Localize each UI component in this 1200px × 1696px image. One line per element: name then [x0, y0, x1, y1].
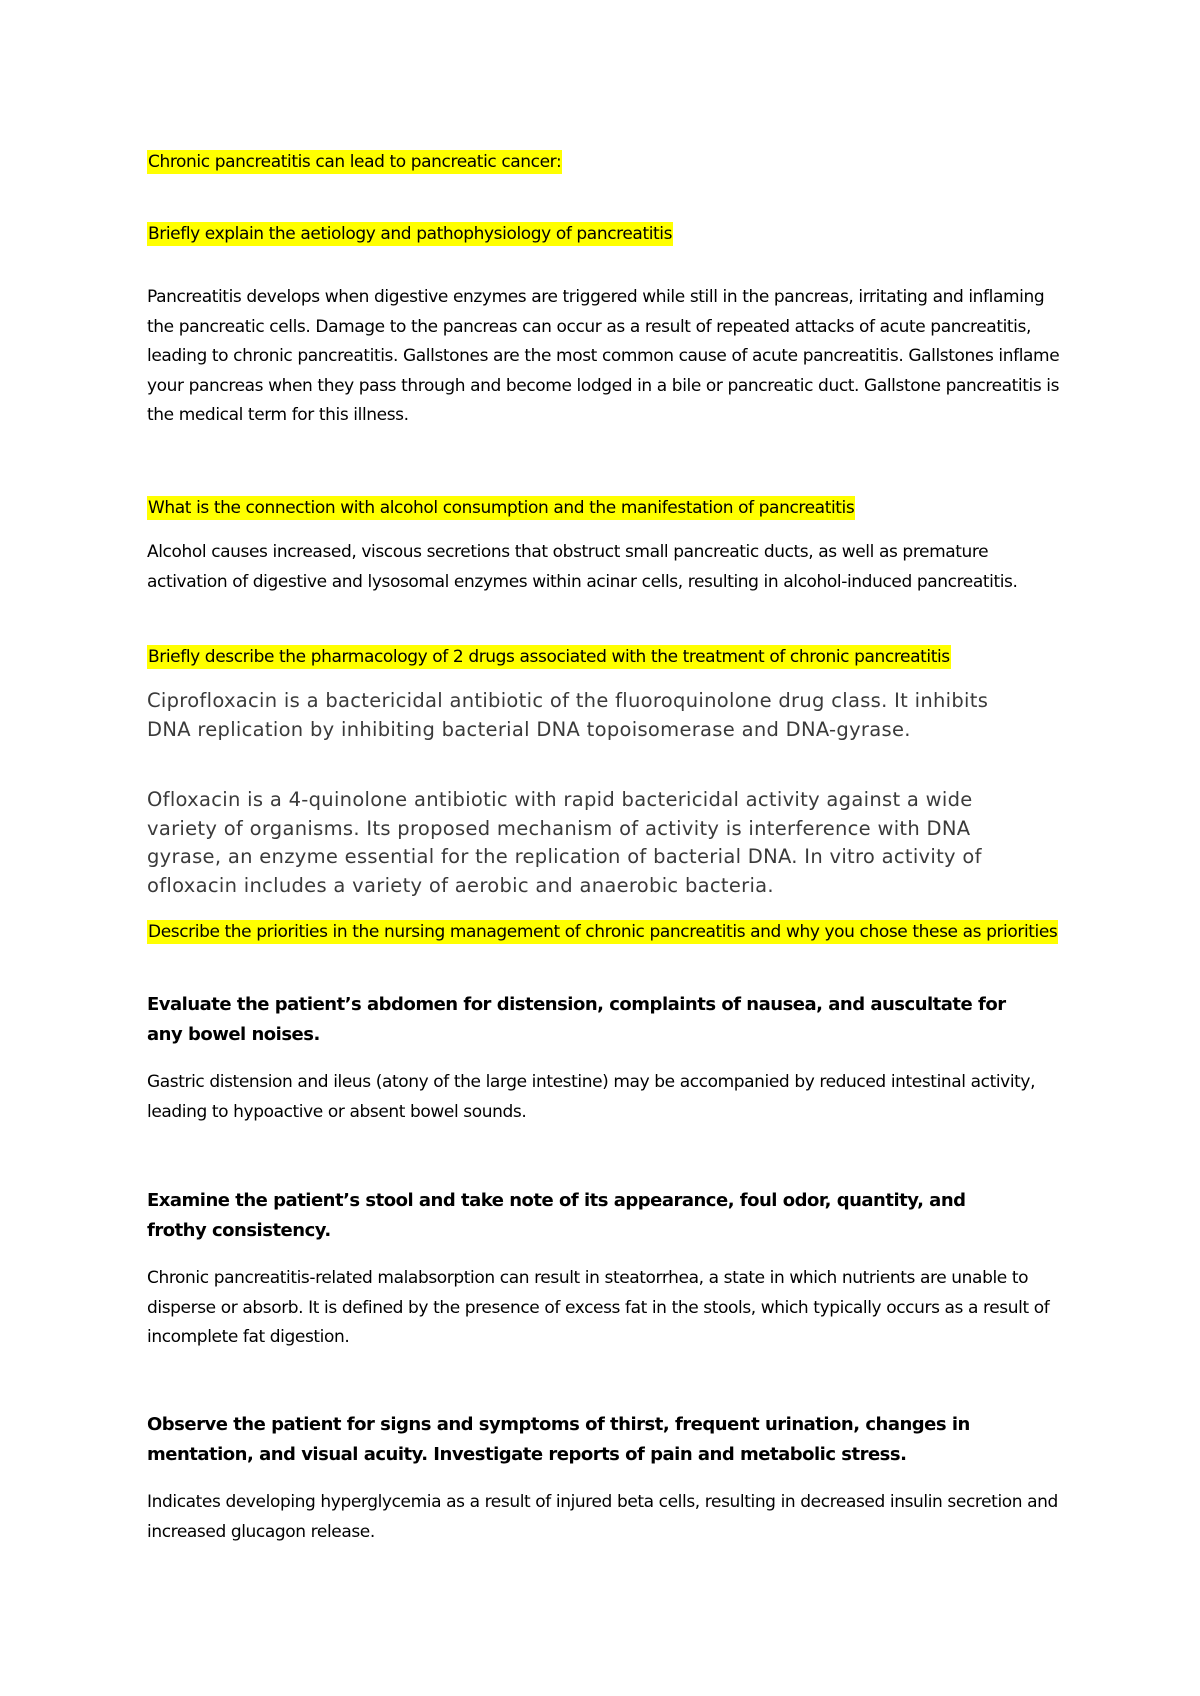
priority-2-heading: Examine the patient’s stool and take note of its appearance, foul odor, quantity, and frothy consistency. — [147, 1190, 966, 1241]
priority-1-heading: Evaluate the patient’s abdomen for distension, complaints of nausea, and auscultate for any bowel noises. — [147, 994, 1006, 1045]
priority-2-text: Chronic pancreatitis-related malabsorption can result in steatorrhea, a state in which nutrients are unable to disperse or absorb. It is defined by the presence of excess fat in the stools, which typically occurs as a result of incomplete fat digestion. — [147, 1268, 1050, 1347]
answer-alcohol: Alcohol causes increased, viscous secretions that obstruct small pancreatic ducts, as well as premature activation of digestive and lysosomal enzymes within acinar cells, resulting in alcohol-induced pancreatitis. — [147, 542, 1018, 592]
question-alcohol — [147, 494, 1065, 524]
question-aetiology-highlight: Briefly explain the aetiology and pathophysiology of pancreatitis — [148, 224, 673, 244]
priority-3-heading: Observe the patient for signs and symptoms of thirst, frequent urination, changes in mentation, and visual acuity. Investigate reports of pain and metabolic stress. — [147, 1414, 970, 1465]
priority-1-text: Gastric distension and ileus (atony of the large intestine) may be accompanied by reduced intestinal activity, leading to hypoactive or absent bowel sounds. — [147, 1072, 1036, 1122]
question-nursing-priorities-highlight: Describe the priorities in the nursing management of chronic pancreatitis and why you chose these as priorities — [148, 922, 1058, 942]
drug-ofloxacin: Ofloxacin is a 4-quinolone antibiotic with rapid bactericidal activity against a wide variety of organisms. Its proposed mechanism of activity is interference with DNA gyrase, an enzyme essential for the replication of bacterial DNA. In vitro activity of ofloxacin includes a variety of aerobic and anaerobic bacteria. — [147, 788, 982, 897]
question-pharmacology — [147, 643, 1065, 673]
question-alcohol-highlight: What is the connection with alcohol consumption and the manifestation of pancreatitis — [148, 498, 855, 518]
answer-aetiology: Pancreatitis develops when digestive enzymes are triggered while still in the pancreas, irritating and inflaming the pancreatic cells. Damage to the pancreas can occur as a result of repeated attacks of acute pancreatitis, leading to chronic pancreatitis. Gallstones are the most common cause of acute pancreatitis. Gallstones inflame your pancreas when they pass through and become lodged in a bile or pancreatic duct. Gallstone pancreatitis is the medical term for this illness. — [147, 287, 1060, 425]
question-aetiology — [147, 220, 1065, 250]
drug-ciprofloxacin: Ciprofloxacin is a bactericidal antibiotic of the fluoroquinolone drug class. It inhibits DNA replication by inhibiting bacterial DNA topoisomerase and DNA-gyrase. — [147, 689, 989, 741]
title-line — [147, 148, 1065, 178]
priority-3-text: Indicates developing hyperglycemia as a result of injured beta cells, resulting in decreased insulin secretion and increased glucagon release. — [147, 1492, 1058, 1542]
question-pharmacology-highlight: Briefly describe the pharmacology of 2 drugs associated with the treatment of chronic pancreatitis — [148, 647, 950, 667]
question-nursing-priorities — [147, 918, 1065, 948]
title-highlight: Chronic pancreatitis can lead to pancreatic cancer: — [148, 152, 562, 172]
